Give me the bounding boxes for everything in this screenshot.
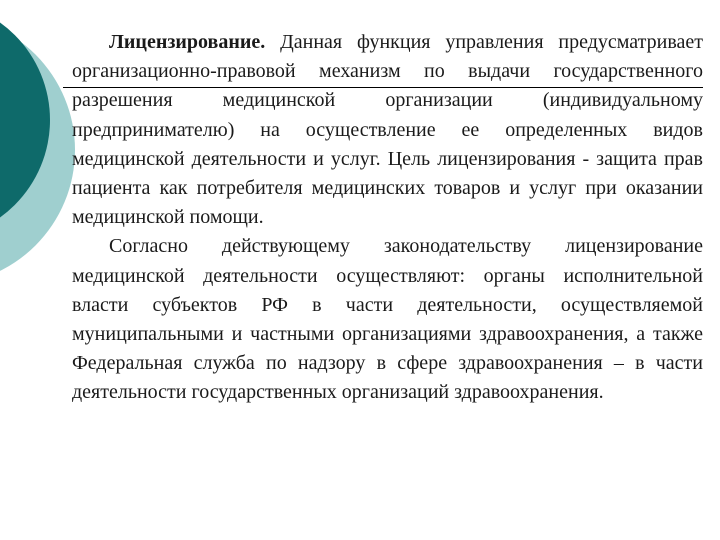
paragraph-licensing bbox=[72, 28, 703, 232]
paragraph-2-text: Согласно действующему законодательству лицензирование медицинской деятельности осуществляют: органы исполнительной власти субъектов РФ в части деятельности, осуществляемой муниципальными и частными организациями здравоохранения, а также Федеральная служба по надзору в сфере здравоохранения – в части деятельности государственных организаций здравоохранения. bbox=[72, 235, 703, 404]
decorative-circles bbox=[0, 0, 80, 300]
paragraph-1-text: Данная функция управления предусматривает организационно-правовой механизм по выдачи государственного разрешения медицинской организации (индивидуальному предпринимателю) на осуществление ее определенных видов медицинской деятельности и услуг. Цель лицензирования - защита прав пациента как потребителя медицинских товаров и услуг при оказании медицинской помощи. bbox=[72, 31, 703, 229]
paragraph-legislation bbox=[72, 232, 703, 407]
slide-body bbox=[72, 28, 703, 408]
lead-term: Лицензирование. bbox=[109, 31, 266, 53]
